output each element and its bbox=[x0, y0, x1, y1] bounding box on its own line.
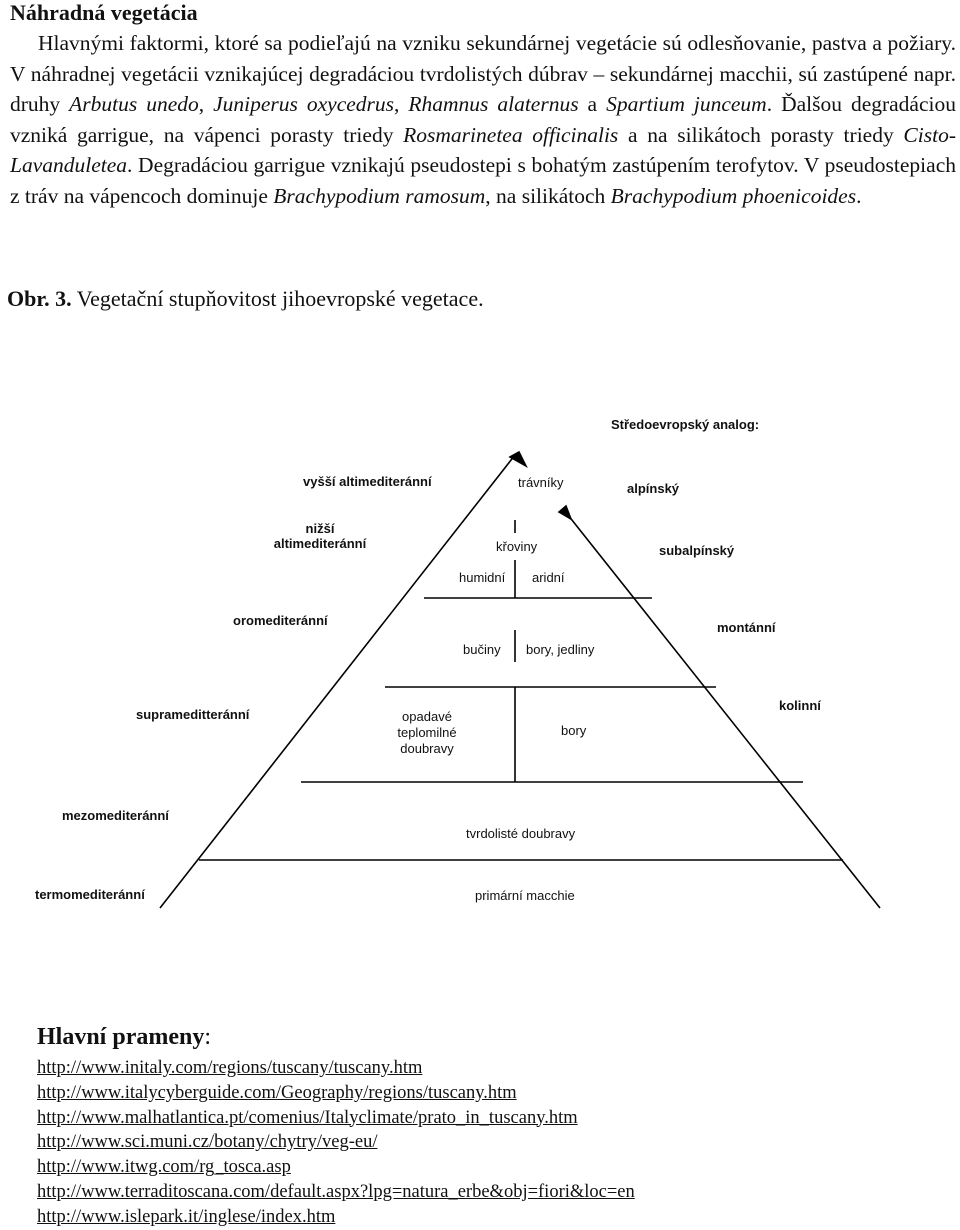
label-grasslands: trávníky bbox=[518, 475, 564, 490]
sources-title: Hlavní prameny bbox=[37, 1024, 205, 1050]
analog-subalpine: subalpínský bbox=[659, 543, 735, 558]
paragraph-text: , bbox=[198, 92, 214, 117]
label-primary-macchia: primární macchie bbox=[475, 888, 575, 903]
sources-list bbox=[37, 1056, 635, 1230]
analog-alpine: alpínský bbox=[627, 481, 680, 496]
label-shrubs: křoviny bbox=[496, 539, 538, 554]
figure-title: Vegetační stupňovitost jihoevropské vegetace. bbox=[71, 286, 484, 311]
right-column-header: Středoevropský analog: bbox=[611, 417, 760, 432]
label-arid: aridní bbox=[532, 570, 565, 585]
zone-oromediterranean: oromediteránní bbox=[233, 613, 328, 628]
sources-heading bbox=[37, 1024, 211, 1051]
sources-colon: : bbox=[204, 1024, 212, 1050]
list-item bbox=[37, 1056, 635, 1081]
species-name: Spartium junceum bbox=[606, 92, 767, 117]
label-line: teplomilné bbox=[397, 725, 457, 740]
source-link[interactable]: http://www.terraditoscana.com/default.aspx?lpg=natura_erbe&obj=fiori&loc=en bbox=[37, 1181, 635, 1202]
source-link[interactable]: http://www.italycyberguide.com/Geography/regions/tuscany.htm bbox=[37, 1082, 517, 1103]
species-name: Juniperus oxycedrus bbox=[213, 92, 395, 117]
section-heading: Náhradná vegetácia bbox=[10, 0, 198, 25]
species-name: Rhamnus alaternus bbox=[408, 92, 579, 117]
list-item bbox=[37, 1081, 635, 1106]
paragraph-text: Hlavnými faktormi, ktoré sa podieľajú na vzniku sekundárnej vegetácie sú odlesňovanie, pastva a požiary. V náhradnej vegetácii vznikajúcej degradáciou tvrdolistých dúbrav – sekundárnej macchii, sú zastúpené napr. druhy bbox=[10, 31, 956, 117]
paragraph-text: a bbox=[578, 92, 607, 117]
label-pine-forests: bory bbox=[561, 723, 587, 738]
list-item bbox=[37, 1130, 635, 1155]
zone-thermomediterranean: termomediteránní bbox=[35, 887, 145, 902]
zone-supramediterranean: suprameditteránní bbox=[136, 707, 250, 722]
pyramid-right-edge bbox=[564, 510, 880, 908]
pyramid-apex-tip bbox=[510, 452, 526, 466]
species-name: Cisto-Lavanduletea bbox=[10, 122, 956, 178]
figure-label: Obr. 3. bbox=[7, 286, 72, 311]
list-item bbox=[37, 1106, 635, 1131]
species-name: Rosmarinetea officinalis bbox=[403, 122, 619, 147]
body-paragraph bbox=[10, 28, 956, 212]
label-line: doubravy bbox=[400, 741, 454, 756]
label-beech-forests: bučiny bbox=[463, 642, 501, 657]
species-name: Brachypodium phoenicoides bbox=[610, 183, 857, 208]
pyramid-right-tip bbox=[559, 506, 571, 519]
paragraph-text: a na silikátoch porasty triedy bbox=[618, 122, 904, 147]
paragraph-text: . bbox=[856, 183, 862, 208]
zone-upper-altimediterranean: vyšší altimediteránní bbox=[303, 474, 432, 489]
paragraph-text: . Degradáciou garrigue vznikajú pseudostepi s bohatým zastúpením terofytov. V pseudostepiach z tráv na vápencoch dominuje bbox=[10, 153, 956, 208]
zone-lower-altimediterranean bbox=[272, 521, 368, 551]
zone-label-line: nižší bbox=[305, 521, 335, 536]
label-humid: humidní bbox=[459, 570, 506, 585]
zone-mesomediterranean: mezomediteránní bbox=[62, 808, 169, 823]
species-name: Arbutus unedo bbox=[69, 92, 199, 117]
figure-caption bbox=[7, 286, 484, 312]
analog-colline: kolinní bbox=[779, 698, 821, 713]
label-pine-fir-forests: bory, jedliny bbox=[526, 642, 595, 657]
paragraph-text: , bbox=[394, 92, 409, 117]
source-link[interactable]: http://www.islepark.it/inglese/index.htm bbox=[37, 1206, 336, 1227]
label-deciduous-oak-forests bbox=[389, 709, 465, 757]
species-name: Brachypodium ramosum bbox=[273, 183, 486, 208]
zone-label-line: altimediteránní bbox=[273, 536, 367, 551]
list-item bbox=[37, 1155, 635, 1180]
list-item bbox=[37, 1180, 635, 1205]
analog-montane: montánní bbox=[717, 620, 776, 635]
source-link[interactable]: http://www.initaly.com/regions/tuscany/tuscany.htm bbox=[37, 1058, 423, 1078]
label-line: opadavé bbox=[402, 709, 452, 724]
source-link[interactable]: http://www.malhatlantica.pt/comenius/Italyclimate/prato_in_tuscany.htm bbox=[37, 1107, 578, 1128]
label-sclerophyllous-oak-forests: tvrdolisté doubravy bbox=[466, 826, 576, 841]
source-link[interactable]: http://www.sci.muni.cz/botany/chytry/veg-eu/ bbox=[37, 1132, 378, 1153]
paragraph-text: , na silikátoch bbox=[485, 183, 611, 208]
list-item bbox=[37, 1205, 635, 1230]
source-link[interactable]: http://www.itwg.com/rg_tosca.asp bbox=[37, 1157, 291, 1178]
paragraph-text: . Ďalšou degradáciou vzniká garrigue, na vápenci porasty triedy bbox=[10, 92, 956, 147]
